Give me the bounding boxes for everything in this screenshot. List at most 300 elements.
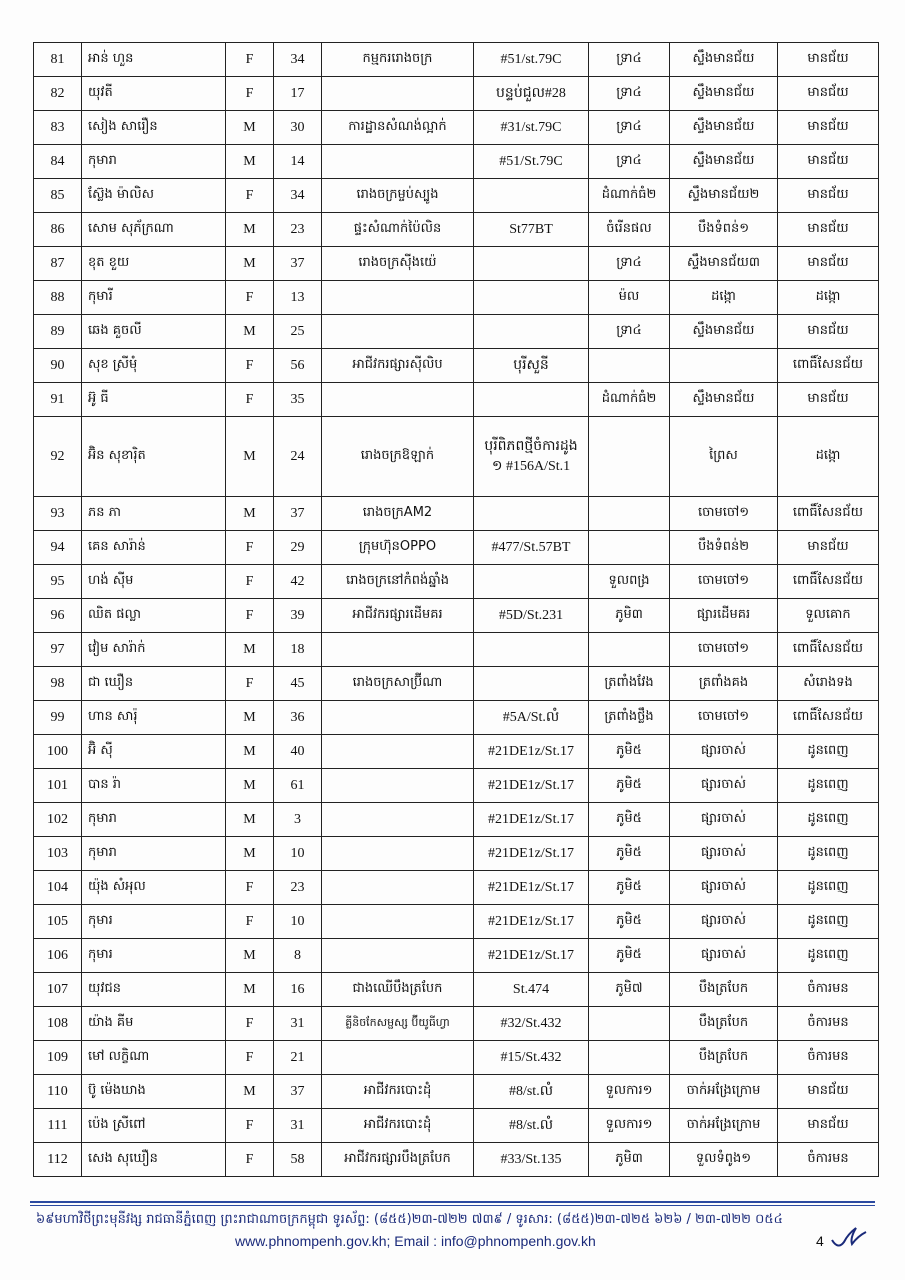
table-row	[34, 43, 879, 77]
cell-no: 101	[34, 769, 82, 803]
cell-village: ទួលការ១	[589, 1109, 670, 1143]
cell-no: 88	[34, 281, 82, 315]
cell-name: មៅ លក្ខិណា	[82, 1041, 226, 1075]
cell-no: 100	[34, 735, 82, 769]
cell-khan: ពោធិ៍សែនជ័យ	[778, 497, 879, 531]
case-table-container	[33, 42, 878, 1177]
cell-workplace	[322, 871, 474, 905]
cell-village: ទ្រា៤	[589, 111, 670, 145]
cell-village: ទ្រា៤	[589, 145, 670, 179]
cell-workplace	[322, 1041, 474, 1075]
cell-age: 36	[274, 701, 322, 735]
cell-address	[474, 247, 589, 281]
cell-village	[589, 497, 670, 531]
cell-sex: F	[226, 1041, 274, 1075]
table-row	[34, 1075, 879, 1109]
cell-sangkat: ត្រពាំងគង	[670, 667, 778, 701]
cell-name: ឆេង គួចលី	[82, 315, 226, 349]
cell-no: 103	[34, 837, 82, 871]
cell-sangkat: ស្ទឹងមានជ័យ	[670, 145, 778, 179]
cell-khan: មានជ័យ	[778, 111, 879, 145]
cell-name: កុមារ	[82, 939, 226, 973]
cell-khan: មានជ័យ	[778, 145, 879, 179]
cell-sangkat: ស្ទឹងមានជ័យ	[670, 111, 778, 145]
cell-village: ភូមិ៥	[589, 803, 670, 837]
cell-no: 102	[34, 803, 82, 837]
cell-name: ជា ឃឿន	[82, 667, 226, 701]
cell-sex: M	[226, 1075, 274, 1109]
cell-address: #21DE1z/St.17	[474, 769, 589, 803]
cell-sex: M	[226, 315, 274, 349]
cell-address	[474, 383, 589, 417]
cell-no: 111	[34, 1109, 82, 1143]
cell-village: ភូមិ៥	[589, 939, 670, 973]
cell-age: 23	[274, 871, 322, 905]
cell-sangkat: ផ្សារចាស់	[670, 837, 778, 871]
cell-name: ភន ភា	[82, 497, 226, 531]
cell-age: 37	[274, 497, 322, 531]
cell-workplace	[322, 769, 474, 803]
cell-khan: មានជ័យ	[778, 531, 879, 565]
cell-no: 84	[34, 145, 82, 179]
table-row	[34, 1143, 879, 1177]
cell-address: #32/St.432	[474, 1007, 589, 1041]
cell-no: 106	[34, 939, 82, 973]
cell-age: 37	[274, 247, 322, 281]
cell-sex: F	[226, 599, 274, 633]
footer-website: www.phnompenh.gov.kh; Email : info@phnompenh.gov.kh	[235, 1233, 596, 1249]
cell-khan: មានជ័យ	[778, 1075, 879, 1109]
cell-address	[474, 315, 589, 349]
cell-age: 17	[274, 77, 322, 111]
cell-no: 91	[34, 383, 82, 417]
cell-khan: ដូនពេញ	[778, 803, 879, 837]
cell-village: ភូមិ៥	[589, 769, 670, 803]
cell-no: 93	[34, 497, 82, 531]
cell-sex: M	[226, 939, 274, 973]
table-row	[34, 769, 879, 803]
cell-sex: M	[226, 973, 274, 1007]
cell-address: #21DE1z/St.17	[474, 871, 589, 905]
cell-name: សៀង សារឿន	[82, 111, 226, 145]
cell-sex: M	[226, 803, 274, 837]
cell-address: បុរីពិភពថ្មីចំការដូង ១ #156A/St.1	[474, 417, 589, 497]
cell-sex: F	[226, 383, 274, 417]
cell-workplace: អាជីវករផ្សារស៊ីលិប	[322, 349, 474, 383]
cell-workplace	[322, 735, 474, 769]
cell-name: យុវជន	[82, 973, 226, 1007]
cell-no: 97	[34, 633, 82, 667]
cell-sangkat: ស្ទឹងមានជ័យ	[670, 315, 778, 349]
cell-village: ភូមិ៥	[589, 735, 670, 769]
case-table	[33, 42, 879, 1177]
cell-address: #5D/St.231	[474, 599, 589, 633]
cell-no: 81	[34, 43, 82, 77]
cell-khan: ពោធិ៍សែនជ័យ	[778, 349, 879, 383]
cell-workplace: អាជីវករផ្សារបឹងត្របែក	[322, 1143, 474, 1177]
cell-sangkat: ផ្សារចាស់	[670, 905, 778, 939]
table-row	[34, 315, 879, 349]
table-row	[34, 939, 879, 973]
cell-name: សេង សុឃឿន	[82, 1143, 226, 1177]
table-row	[34, 837, 879, 871]
cell-name: ខុត ខួយ	[82, 247, 226, 281]
cell-village: ដំណាក់ធំ២	[589, 383, 670, 417]
cell-no: 86	[34, 213, 82, 247]
cell-sex: M	[226, 769, 274, 803]
cell-sangkat: ផ្សារចាស់	[670, 735, 778, 769]
cell-address	[474, 633, 589, 667]
cell-sex: F	[226, 1007, 274, 1041]
cell-age: 31	[274, 1007, 322, 1041]
cell-khan: ដូនពេញ	[778, 905, 879, 939]
cell-khan: មានជ័យ	[778, 77, 879, 111]
signature-mark-icon	[828, 1222, 868, 1252]
cell-age: 16	[274, 973, 322, 1007]
cell-name: ហាន សារ៉ុ	[82, 701, 226, 735]
cell-no: 90	[34, 349, 82, 383]
table-row	[34, 565, 879, 599]
cell-age: 61	[274, 769, 322, 803]
cell-address: #21DE1z/St.17	[474, 939, 589, 973]
cell-sex: F	[226, 281, 274, 315]
cell-sangkat: ចោមចៅ១	[670, 497, 778, 531]
table-row	[34, 667, 879, 701]
cell-workplace	[322, 905, 474, 939]
cell-sangkat: ព្រៃស	[670, 417, 778, 497]
cell-sex: F	[226, 565, 274, 599]
cell-sangkat: ស្ទឹងមានជ័យ	[670, 383, 778, 417]
cell-village: ភូមិ៣	[589, 599, 670, 633]
cell-age: 10	[274, 905, 322, 939]
cell-sangkat: ស្ទឹងមានជ័យ៣	[670, 247, 778, 281]
cell-age: 3	[274, 803, 322, 837]
cell-village	[589, 531, 670, 565]
cell-khan: ដូនពេញ	[778, 769, 879, 803]
cell-address: បុរីសួនី	[474, 349, 589, 383]
cell-sex: F	[226, 179, 274, 213]
cell-workplace	[322, 701, 474, 735]
cell-workplace: កម្មកររោងចក្រ	[322, 43, 474, 77]
cell-address	[474, 281, 589, 315]
cell-age: 14	[274, 145, 322, 179]
footer-rule	[30, 1201, 875, 1203]
cell-sex: F	[226, 349, 274, 383]
cell-workplace	[322, 803, 474, 837]
cell-workplace: រោងចក្រAM2	[322, 497, 474, 531]
table-row	[34, 633, 879, 667]
cell-sangkat: ផ្សារដើមគរ	[670, 599, 778, 633]
cell-sangkat: ផ្សារចាស់	[670, 769, 778, 803]
cell-workplace	[322, 383, 474, 417]
cell-khan: មានជ័យ	[778, 213, 879, 247]
cell-address: #8/st.លំ	[474, 1109, 589, 1143]
cell-workplace: ផ្ទះសំណាក់ប៉ៃលិន	[322, 213, 474, 247]
cell-workplace	[322, 633, 474, 667]
cell-sex: F	[226, 667, 274, 701]
cell-address: #15/St.432	[474, 1041, 589, 1075]
cell-no: 109	[34, 1041, 82, 1075]
cell-no: 98	[34, 667, 82, 701]
cell-village	[589, 1041, 670, 1075]
footer-address: ៦៩មហាវិថីព្រះមុនីវង្ស រាជធានីភ្នំពេញ ព្រះរាជាណាចក្រកម្ពុជា ទូរស័ព្ទ: (៨៥៥)២៣-៧២២ ៧៣៩ / ទូរសារ: (៨៥៥)២៣-៧២៥ ៦២៦ / ២៣-៧២២ ០៥៤	[36, 1212, 783, 1227]
table-row	[34, 497, 879, 531]
cell-age: 25	[274, 315, 322, 349]
table-row	[34, 871, 879, 905]
cell-sex: F	[226, 531, 274, 565]
cell-name: សុខ ស្រីមុំ	[82, 349, 226, 383]
cell-village: ភូមិ៣	[589, 1143, 670, 1177]
cell-khan: មានជ័យ	[778, 43, 879, 77]
cell-sex: M	[226, 701, 274, 735]
cell-sex: M	[226, 837, 274, 871]
cell-age: 40	[274, 735, 322, 769]
cell-address: #21DE1z/St.17	[474, 837, 589, 871]
cell-sex: F	[226, 1109, 274, 1143]
cell-khan: ចំការមន	[778, 1143, 879, 1177]
cell-age: 29	[274, 531, 322, 565]
cell-address: #8/st.លំ	[474, 1075, 589, 1109]
cell-sex: M	[226, 247, 274, 281]
cell-sangkat: ផ្សារចាស់	[670, 939, 778, 973]
cell-village: ចំរើនផល	[589, 213, 670, 247]
cell-name: កុមារ	[82, 905, 226, 939]
cell-village	[589, 417, 670, 497]
table-row	[34, 77, 879, 111]
cell-address: #31/st.79C	[474, 111, 589, 145]
cell-sex: M	[226, 145, 274, 179]
cell-sex: M	[226, 497, 274, 531]
cell-no: 94	[34, 531, 82, 565]
cell-village: ភូមិ៧	[589, 973, 670, 1007]
cell-workplace: រោងចក្រនៅកំពង់ឆ្នាំង	[322, 565, 474, 599]
cell-workplace: ជាងឈើបឹងត្របែក	[322, 973, 474, 1007]
cell-address: St77BT	[474, 213, 589, 247]
cell-village: ដំណាក់ធំ២	[589, 179, 670, 213]
cell-sangkat: បឹងទំពន់១	[670, 213, 778, 247]
cell-khan: មានជ័យ	[778, 247, 879, 281]
cell-sex: F	[226, 1143, 274, 1177]
cell-khan: ចំការមន	[778, 1041, 879, 1075]
cell-no: 82	[34, 77, 82, 111]
cell-sex: M	[226, 735, 274, 769]
cell-age: 39	[274, 599, 322, 633]
cell-khan: ចំការមន	[778, 1007, 879, 1041]
cell-village: ទ្រា៤	[589, 77, 670, 111]
cell-age: 13	[274, 281, 322, 315]
cell-age: 24	[274, 417, 322, 497]
cell-name: កុមារា	[82, 803, 226, 837]
table-row	[34, 531, 879, 565]
cell-sex: F	[226, 871, 274, 905]
cell-khan: ពោធិ៍សែនជ័យ	[778, 565, 879, 599]
cell-no: 107	[34, 973, 82, 1007]
cell-age: 42	[274, 565, 322, 599]
cell-name: ឈិត ផល្លា	[82, 599, 226, 633]
cell-sangkat: ចោមចៅ១	[670, 565, 778, 599]
cell-khan: មានជ័យ	[778, 1109, 879, 1143]
cell-no: 85	[34, 179, 82, 213]
cell-workplace: អាជីវករបោះដុំ	[322, 1109, 474, 1143]
cell-address	[474, 497, 589, 531]
cell-address: បន្ទប់ជួល#28	[474, 77, 589, 111]
cell-village: ភូមិ៥	[589, 837, 670, 871]
cell-name: អ៊ូ ធី	[82, 383, 226, 417]
cell-khan: ដូនពេញ	[778, 735, 879, 769]
cell-sangkat: បឹងទំពន់២	[670, 531, 778, 565]
cell-village: ទ្រា៤	[589, 315, 670, 349]
cell-khan: មានជ័យ	[778, 179, 879, 213]
cell-khan: ដង្កោ	[778, 417, 879, 497]
cell-name: គេន សារ៉ាន់	[82, 531, 226, 565]
cell-name: ស៊្លែង ម៉ាលិស	[82, 179, 226, 213]
cell-sangkat: ចាក់អង្រែក្រោម	[670, 1075, 778, 1109]
cell-age: 23	[274, 213, 322, 247]
cell-no: 105	[34, 905, 82, 939]
cell-address: #5A/St.លំ	[474, 701, 589, 735]
cell-name: សោម សុភ័ក្រណា	[82, 213, 226, 247]
cell-sangkat: ផ្សារចាស់	[670, 803, 778, 837]
cell-khan: មានជ័យ	[778, 383, 879, 417]
table-row	[34, 179, 879, 213]
cell-no: 95	[34, 565, 82, 599]
cell-name: កុមារា	[82, 837, 226, 871]
cell-workplace: រោងចក្រឱឡាក់	[322, 417, 474, 497]
cell-name: យ៉ាង គីម	[82, 1007, 226, 1041]
cell-village	[589, 1007, 670, 1041]
cell-age: 8	[274, 939, 322, 973]
table-row	[34, 111, 879, 145]
cell-khan: ដូនពេញ	[778, 871, 879, 905]
table-row	[34, 1007, 879, 1041]
cell-sangkat: ចោមចៅ១	[670, 701, 778, 735]
table-row	[34, 905, 879, 939]
table-row	[34, 701, 879, 735]
cell-village: ទ្រា៤	[589, 43, 670, 77]
cell-sex: F	[226, 77, 274, 111]
cell-name: កុមារី	[82, 281, 226, 315]
table-row	[34, 973, 879, 1007]
cell-sangkat: ស្ទឹងមានជ័យ២	[670, 179, 778, 213]
cell-address: #51/St.79C	[474, 145, 589, 179]
cell-no: 99	[34, 701, 82, 735]
table-row	[34, 349, 879, 383]
cell-sex: M	[226, 213, 274, 247]
cell-address	[474, 565, 589, 599]
cell-khan: ដូនពេញ	[778, 837, 879, 871]
cell-name: ហង់ ស៊ីម	[82, 565, 226, 599]
table-row	[34, 1041, 879, 1075]
cell-workplace	[322, 939, 474, 973]
table-row	[34, 1109, 879, 1143]
cell-address: #21DE1z/St.17	[474, 735, 589, 769]
cell-khan: មានជ័យ	[778, 315, 879, 349]
cell-sangkat: ដង្កោ	[670, 281, 778, 315]
cell-sex: F	[226, 905, 274, 939]
cell-age: 21	[274, 1041, 322, 1075]
cell-no: 92	[34, 417, 82, 497]
table-row	[34, 213, 879, 247]
cell-age: 45	[274, 667, 322, 701]
cell-khan: ដូនពេញ	[778, 939, 879, 973]
cell-age: 35	[274, 383, 322, 417]
cell-village: ភូមិ៥	[589, 871, 670, 905]
cell-workplace: គ្លីនិចកែសម្ផស្ស ប៊ីយូធីហ្វា	[322, 1007, 474, 1041]
cell-workplace	[322, 145, 474, 179]
cell-name: វៀម សារ៉ាក់	[82, 633, 226, 667]
cell-age: 18	[274, 633, 322, 667]
cell-village: ត្រពាំងវែង	[589, 667, 670, 701]
cell-workplace: រោងចក្រម្ចប់ស្បូង	[322, 179, 474, 213]
cell-address: #21DE1z/St.17	[474, 905, 589, 939]
table-row	[34, 145, 879, 179]
cell-name: អ៊ិ ស៊ី	[82, 735, 226, 769]
cell-khan: ពោធិ៍សែនជ័យ	[778, 633, 879, 667]
cell-no: 83	[34, 111, 82, 145]
table-row	[34, 417, 879, 497]
cell-sangkat: ចោមចៅ១	[670, 633, 778, 667]
cell-sex: F	[226, 43, 274, 77]
cell-age: 37	[274, 1075, 322, 1109]
cell-sangkat: ស្ទឹងមានជ័យ	[670, 43, 778, 77]
cell-name: អ៊ិន សុខារ៉ិត	[82, 417, 226, 497]
cell-village	[589, 349, 670, 383]
cell-age: 10	[274, 837, 322, 871]
cell-sangkat: ផ្សារចាស់	[670, 871, 778, 905]
cell-address: St.474	[474, 973, 589, 1007]
cell-no: 108	[34, 1007, 82, 1041]
cell-sex: M	[226, 417, 274, 497]
cell-workplace: ការដ្ឋានសំណង់ល្អាក់	[322, 111, 474, 145]
cell-sangkat: បឹងត្របែក	[670, 973, 778, 1007]
cell-sex: M	[226, 633, 274, 667]
cell-age: 56	[274, 349, 322, 383]
cell-no: 89	[34, 315, 82, 349]
cell-age: 58	[274, 1143, 322, 1177]
cell-name: អាន់ ហួន	[82, 43, 226, 77]
cell-address: #477/St.57BT	[474, 531, 589, 565]
cell-name: កុមារា	[82, 145, 226, 179]
cell-workplace: ក្រុមហ៊ុនOPPO	[322, 531, 474, 565]
cell-workplace: អាជីវករផ្សារដើមគរ	[322, 599, 474, 633]
cell-village: ទួលការ១	[589, 1075, 670, 1109]
cell-no: 110	[34, 1075, 82, 1109]
cell-sangkat: បឹងត្របែក	[670, 1041, 778, 1075]
cell-khan: សំរោងទង	[778, 667, 879, 701]
table-row	[34, 803, 879, 837]
cell-age: 31	[274, 1109, 322, 1143]
cell-sangkat: ចាក់អង្រែក្រោម	[670, 1109, 778, 1143]
footer-rule-thin	[30, 1205, 875, 1206]
cell-workplace	[322, 281, 474, 315]
cell-no: 96	[34, 599, 82, 633]
cell-age: 34	[274, 179, 322, 213]
cell-village: ភូមិ៥	[589, 905, 670, 939]
cell-sangkat	[670, 349, 778, 383]
cell-no: 87	[34, 247, 82, 281]
cell-sangkat: ទួលទំពូង១	[670, 1143, 778, 1177]
cell-address	[474, 667, 589, 701]
page-number: 4	[816, 1233, 824, 1249]
cell-workplace: រោងចក្រសាប្រ៊ីណា	[322, 667, 474, 701]
cell-name: យុវតី	[82, 77, 226, 111]
cell-name: បាន រ៉ា	[82, 769, 226, 803]
cell-workplace	[322, 315, 474, 349]
cell-sangkat: បឹងត្របែក	[670, 1007, 778, 1041]
cell-village: ត្រពាំងថ្លឹង	[589, 701, 670, 735]
cell-workplace	[322, 837, 474, 871]
cell-village: ទ្រា៤	[589, 247, 670, 281]
